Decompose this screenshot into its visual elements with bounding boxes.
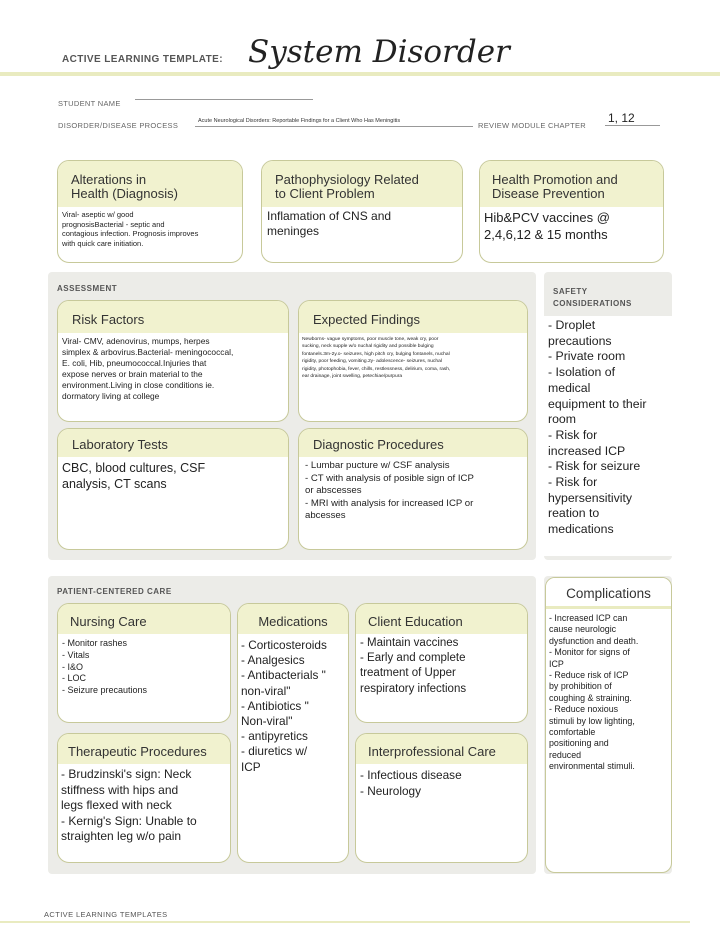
health-promotion-title: Health Promotion and Disease Prevention (480, 161, 663, 207)
health-promotion-box (479, 160, 664, 263)
lab-tests-title: Laboratory Tests (58, 429, 288, 457)
safety-title: SAFETY CONSIDERATIONS (553, 287, 632, 308)
nursing-care-box (57, 603, 231, 723)
therapeutic-procedures-title: Therapeutic Procedures (58, 734, 230, 764)
diagnostic-procedures-text: - Lumbar pucture w/ CSF analysis - CT with analysis of posible sign of ICP or abscesses - MRI with analysis for increased ICP or abcesses (305, 460, 474, 521)
pathophysiology-box (261, 160, 463, 263)
therapeutic-procedures-text: - Brudzinski's sign: Neck stiffness with hips and legs flexed with neck - Kernig's Sign: Unable to straighten leg w/o pain (61, 767, 197, 844)
lab-tests-text: CBC, blood cultures, CSF analysis, CT scans (62, 461, 206, 491)
footer-label: ACTIVE LEARNING TEMPLATES (44, 910, 168, 919)
patient-care-label: PATIENT-CENTERED CARE (57, 587, 172, 596)
alterations-text: Viral- aseptic w/ good prognosisBacterial - septic and contagious infection. Prognosis improves with quick care initiation. (62, 210, 199, 248)
student-name-field[interactable] (135, 99, 313, 100)
client-education-title: Client Education (356, 604, 527, 634)
pathophysiology-title: Pathophysiology Related to Client Problem (262, 161, 462, 207)
disease-field[interactable]: Acute Neurological Disorders: Reportable Findings for a Client Who Has Meningitis (195, 117, 473, 127)
medications-title: Medications (238, 604, 348, 634)
student-name-label: STUDENT NAME (58, 99, 121, 108)
safety-body (544, 316, 672, 556)
chapter-field[interactable]: 1, 12 (605, 111, 660, 126)
expected-findings-box (298, 300, 528, 422)
interprofessional-care-text: - Infectious disease - Neurology (360, 768, 462, 798)
nursing-care-title: Nursing Care (58, 604, 230, 634)
health-promotion-text: Hib&PCV vaccines @ 2,4,6,12 & 15 months (484, 210, 610, 242)
assessment-label: ASSESSMENT (57, 284, 118, 293)
chapter-label: REVIEW MODULE CHAPTER (478, 121, 586, 130)
nursing-care-text: - Monitor rashes - Vitals - I&O - LOC - Seizure precautions (62, 638, 148, 696)
interprofessional-care-box (355, 733, 528, 863)
client-education-box (355, 603, 528, 723)
risk-factors-title: Risk Factors (58, 301, 288, 333)
risk-factors-box (57, 300, 289, 422)
alterations-box (57, 160, 243, 263)
medications-text: - Corticosteroids - Analgesics - Antibacterials " non-viral" - Antibiotics " Non-viral" - antipyretics - diuretics w/ ICP (241, 638, 327, 774)
alterations-title: Alterations in Health (Diagnosis) (58, 161, 242, 207)
diagnostic-procedures-box (298, 428, 528, 550)
footer-rule (0, 921, 690, 923)
interprofessional-care-title: Interprofessional Care (356, 734, 527, 764)
therapeutic-procedures-box (57, 733, 231, 863)
disease-label: DISORDER/DISEASE PROCESS (58, 121, 179, 130)
template-label: ACTIVE LEARNING TEMPLATE: (62, 54, 223, 65)
lab-tests-box (57, 428, 289, 550)
risk-factors-text: Viral- CMV, adenovirus, mumps, herpes simplex & arbovirus.Bacterial- meningococcal, E. coli, Hib, pneumococcal.Injuries that expose nerves or brain material to the environment.Living in close conditions ie. dormatory living at college (62, 336, 234, 401)
header-rule (0, 72, 720, 76)
pathophysiology-text: Inflamation of CNS and meninges (267, 209, 392, 238)
complications-text: - Increased ICP can cause neurologic dysfunction and death. - Monitor for signs of ICP - Reduce risk of ICP by prohibition of coughing & straining. - Reduce noxious stimuli by low lighting, comfortable positioning and reduced environmental stimuli. (549, 613, 639, 772)
safety-text: - Droplet precautions - Private room - Isolation of medical equipment to their room - Risk for increased ICP - Risk for seizure - Risk for hypersensitivity reation to medications (548, 318, 647, 537)
complications-title: Complications (546, 578, 671, 606)
page-title: System Disorder (248, 34, 510, 70)
complications-box (545, 577, 672, 873)
expected-findings-text: Newborns- vague symptoms, poor muscle tone, weak cry, poor sucking, neck supple w/o nuchal rigidity and possible bulging fontanels.3m-2y.o- seizures, high pitch cry, bulging fontanels, nuchal rigidity, poor feeding, vomiting.2y- adolescence- seizures, nuchal rigidity, photophobia, fever, chills, restlessness, delirium, coma, rash, ear drainage, joint swelling, petechiae/purpura (302, 337, 451, 380)
expected-findings-title: Expected Findings (299, 301, 527, 333)
medications-box (237, 603, 349, 863)
diagnostic-procedures-title: Diagnostic Procedures (299, 429, 527, 457)
client-education-text: - Maintain vaccines - Early and complete treatment of Upper respiratory infections (360, 637, 467, 695)
